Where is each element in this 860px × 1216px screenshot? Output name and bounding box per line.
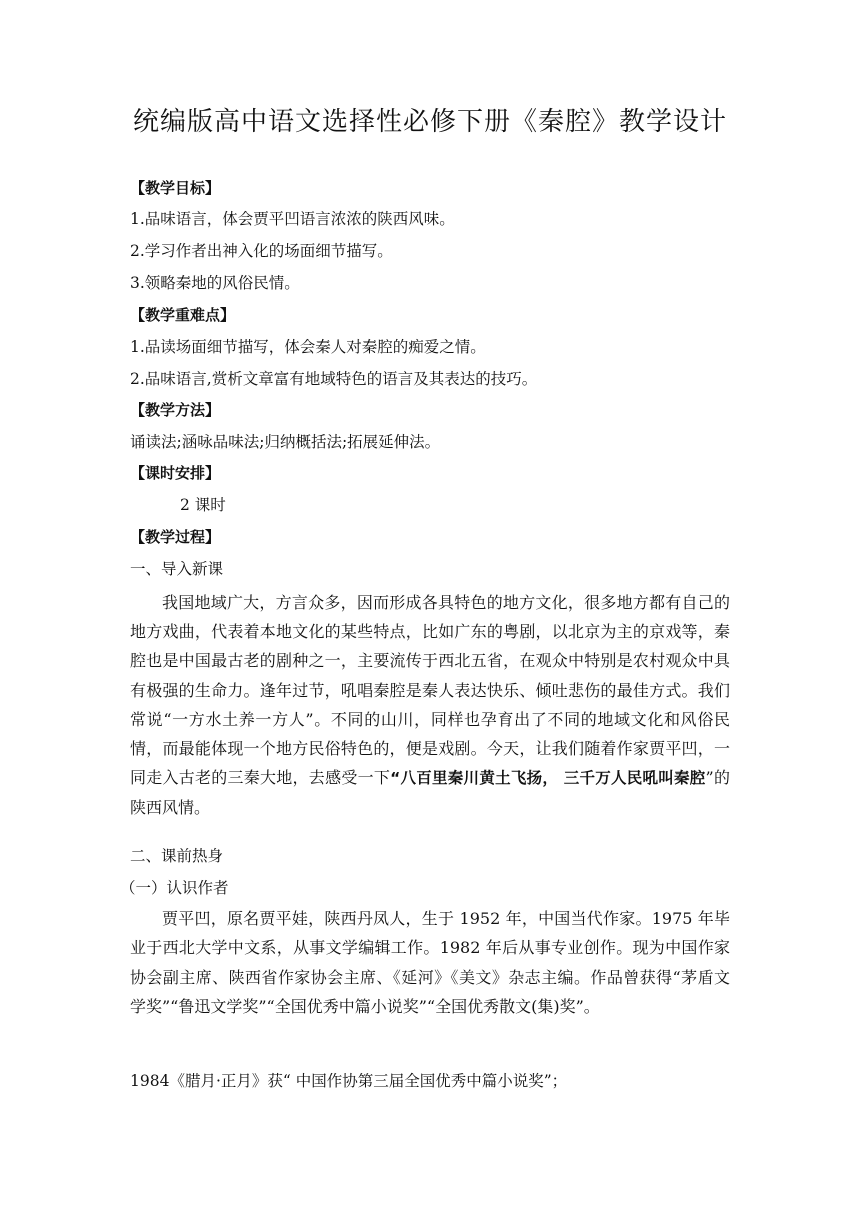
- intro-tail: ”的陕西风情。: [130, 768, 730, 818]
- goal-item: 1.品味语言，体会贾平凹语言浓浓的陕西风味。: [130, 210, 455, 228]
- schedule-text: 2 课时: [180, 496, 226, 514]
- goal-item: 2.学习作者出神入化的场面细节描写。: [130, 242, 393, 260]
- intro-text: 我国地域广大，方言众多，因而形成各具特色的地方文化，很多地方都有自己的地方戏曲，代表着本地文化的某些特点，比如广东的粤剧，以北京为主的京戏等，秦腔也是中国最古老的剧种之一，主要流传于西北五省，在观众中特别是农村观众中具有极强的生命力。逢年过节，吼唱秦腔是秦人表达快乐、倾吐悲伤的最佳方式。我们常说“一方水土养一方人”。不同的山川，同样也孕育出了不同的地域文化和风俗民情，而最能体现一个地方民俗特色的，便是戏剧。今天，让我们随着作家贾平凹，一同走入古老的三秦大地，去感受一下: [130, 593, 730, 788]
- part1-heading: 一、导入新课: [130, 560, 224, 578]
- author-bio-paragraph: 贾平凹，原名贾平娃，陕西丹凤人，生于 1952 年，中国当代作家。1975 年毕业于西北大学中文系，从事文学编辑工作。1982 年后从事专业创作。现为中国作家协会副主席、陕西省作家协会主席、《延河》《美文》杂志主编。作品曾获得“茅盾文学奖”“鲁迅文学奖”“全国优秀中篇小说奖”“全国优秀散文(集)奖”。: [130, 909, 730, 1017]
- intro-paragraph: [130, 588, 730, 823]
- award-line: 1984《腊月·正月》获“ 中国作协第三届全国优秀中篇小说奖”；: [130, 1072, 568, 1090]
- process-heading: 【教学过程】: [130, 528, 221, 546]
- part2-heading: 二、课前热身: [130, 847, 224, 865]
- key-points-heading: 【教学重难点】: [130, 306, 236, 324]
- key-point-item: 2.品味语言,赏析文章富有地域特色的语言及其表达的技巧。: [130, 370, 538, 388]
- methods-text: 诵读法;涵咏品味法;归纳概括法;拓展延伸法。: [130, 433, 441, 451]
- sub1-heading: （一）认识作者: [120, 879, 229, 897]
- intro-quote-bold: “八百里秦川黄土飞扬， 三千万人民吼叫秦腔: [390, 769, 706, 788]
- goals-heading: 【教学目标】: [130, 179, 221, 197]
- goal-item: 3.领略秦地的风俗民情。: [130, 274, 300, 292]
- document-title: 统编版高中语文选择性必修下册《秦腔》教学设计: [132, 107, 727, 137]
- key-point-item: 1.品读场面细节描写，体会秦人对秦腔的痴爱之情。: [130, 338, 486, 356]
- methods-heading: 【教学方法】: [130, 401, 221, 419]
- schedule-heading: 【课时安排】: [130, 464, 221, 482]
